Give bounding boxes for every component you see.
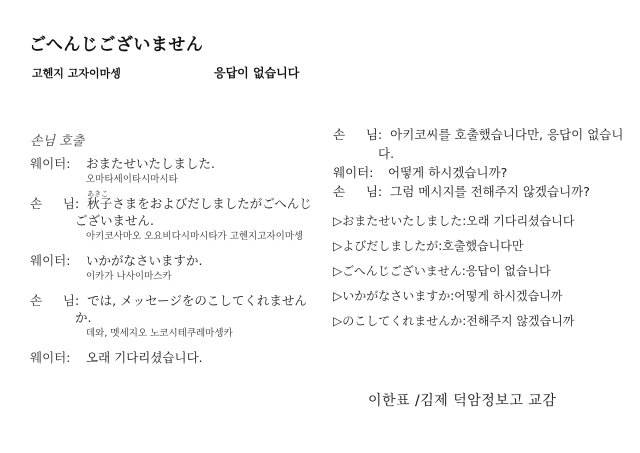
translation-turn: 손 님 : 그럼 메시지를 전해주지 않겠습니까? (333, 184, 590, 199)
translation-turn: 손 님 : 아키코씨를 호출했습니다만, 응답이 없습니다. (333, 127, 624, 161)
vocab-item: ▷いかがなさいますか:어떻게 하시겠습니까 (333, 289, 563, 303)
speaker-label: 웨이터: (30, 156, 71, 171)
ruby-annotated-word: あきこ 秋子 (87, 195, 112, 212)
speaker-label: 손 님 (30, 196, 75, 211)
speaker-label: 손 님 (30, 293, 75, 308)
speaker-label: 손 님 (333, 127, 378, 142)
dialogue-text: さまをおよびだしましたがごへんじございません. (75, 196, 312, 228)
ruby-reading: あきこ (87, 190, 109, 198)
translation-text: 어떻게 하시겠습니까? (388, 165, 508, 180)
speaker-label: 웨이터: (333, 165, 374, 180)
title-meaning: 응답이 없습니다 (214, 66, 300, 80)
dialogue-turn (30, 252, 320, 283)
dialogue-text: おまたせいたしました. (86, 156, 215, 171)
translation-turn (333, 163, 633, 182)
vocab-item: ▷のこしてくれませんか:전해주지 않겠습니까 (333, 314, 575, 328)
author-credit: 이한표 /김제 덕암정보고 교감 (368, 393, 557, 409)
dialogue-column (30, 130, 320, 366)
dialogue-reading: 데와, 멧세지오 노코시테쿠레마셍카 (86, 328, 233, 339)
translation-column (333, 125, 633, 334)
speaker-label: 웨이터: (30, 253, 71, 268)
dialogue-turn: 손 님 : では, メッセージをのこしてくれませんか. 데와, 멧세지오 노코시테쿠레마셍카 (30, 292, 320, 340)
translation-text: 아키코씨를 호출했습니다만, 응답이 없습니다. (378, 127, 624, 161)
dialogue-text: 오래 기다리셨습니다. (86, 350, 203, 365)
dialogue-text: では, メッセージをのこしてくれませんか. (75, 293, 307, 325)
speaker-label: 웨이터: (30, 350, 71, 365)
dialogue-turn (30, 155, 320, 186)
dialogue-heading: 손님 호출 (30, 134, 85, 149)
vocab-item: ▷よびだしましたが:호출했습니다만 (333, 239, 524, 253)
dialogue-reading: 아키코사마오 오요비다시마시타가 고헨지고자이마셍 (86, 231, 304, 242)
dialogue-reading: 오마타세이타시마시타 (86, 174, 178, 185)
vocab-item: ▷おまたせいたしました:오래 기다리셨습니다 (333, 214, 575, 228)
speaker-label: 손 님 (333, 184, 378, 199)
title-pronunciation: 고헨지 고자이마셍 (32, 67, 121, 80)
dialogue-text: いかがなさいますか. (86, 253, 203, 268)
vocab-item: ▷ごへんじございません:응답이 없습니다 (333, 264, 551, 278)
dialogue-reading: 이카가 나사이마스카 (86, 271, 172, 282)
translation-text: 그럼 메시지를 전해주지 않겠습니까? (390, 184, 590, 199)
dialogue-turn: 손 님 : あきこ 秋子さまをおよびだしましたがごへんじございません. 아키코사마오 오요비다시마시타가 고헨지고자이마셍 (30, 195, 320, 243)
dialogue-turn (30, 349, 320, 366)
page-title: ごへんじございません (29, 35, 204, 55)
